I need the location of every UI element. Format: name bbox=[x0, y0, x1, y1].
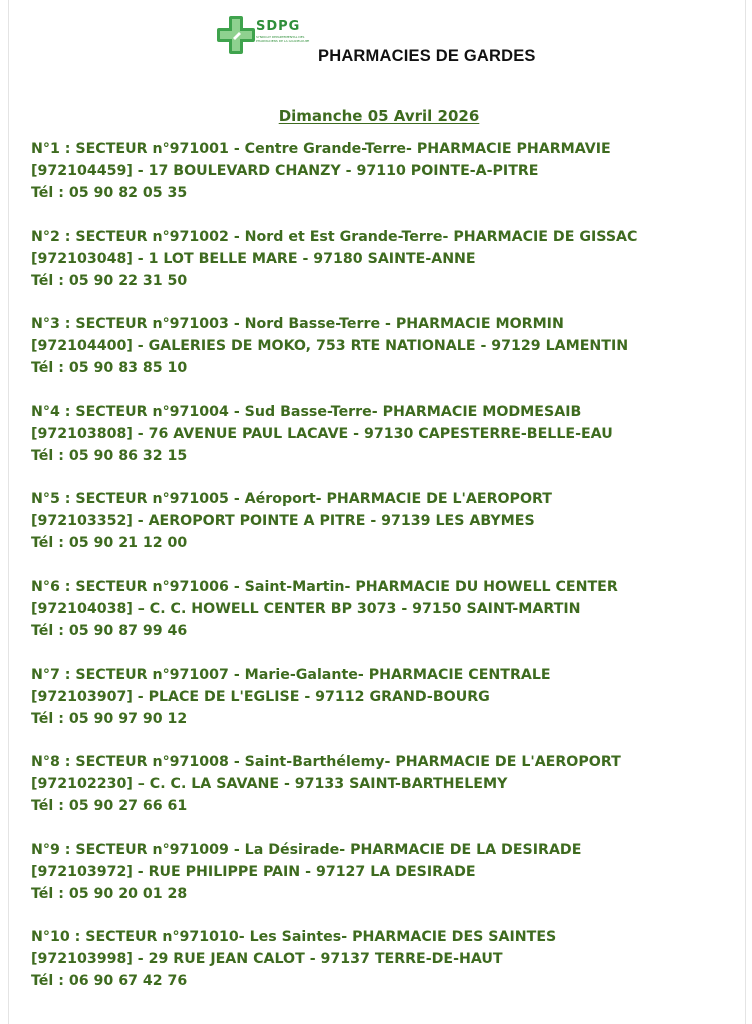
pharmacy-list bbox=[31, 138, 743, 1014]
entry-address-line: [972104459] - 17 BOULEVARD CHANZY - 97110 POINTE-A-PITRE bbox=[31, 163, 539, 179]
entry-phone-line: Tél : 05 90 87 99 46 bbox=[31, 622, 188, 639]
date-text: Dimanche 05 Avril 2026 bbox=[278, 107, 480, 125]
entry-phone-line: Tél : 05 90 20 01 28 bbox=[31, 885, 188, 902]
entry-sector-line: N°10 : SECTEUR n°971010- Les Saintes- PHARMACIE DES SAINTES bbox=[31, 929, 557, 946]
entry-phone-line: Tél : 05 90 86 32 15 bbox=[31, 447, 188, 464]
pharmacy-entry-10 bbox=[31, 926, 743, 1014]
entry-sector-line: N°1 : SECTEUR n°971001 - Centre Grande-Terre- PHARMACIE PHARMAVIE bbox=[31, 141, 611, 157]
date-heading bbox=[0, 106, 752, 125]
entry-phone-line: Tél : 05 90 82 05 35 bbox=[31, 185, 188, 201]
pharmacy-entry-4 bbox=[31, 401, 743, 489]
entry-address-line: [972104400] - GALERIES DE MOKO, 753 RTE NATIONALE - 97129 LAMENTIN bbox=[31, 338, 629, 355]
entry-sector-line: N°2 : SECTEUR n°971002 - Nord et Est Grande-Terre- PHARMACIE DE GISSAC bbox=[31, 228, 638, 245]
entry-address-line: [972103048] - 1 LOT BELLE MARE - 97180 SAINTE-ANNE bbox=[31, 250, 476, 267]
sdpg-logo bbox=[216, 14, 316, 56]
pharmacy-entry-7 bbox=[31, 664, 743, 752]
entry-address-line: [972103808] - 76 AVENUE PAUL LACAVE - 97130 CAPESTERRE-BELLE-EAU bbox=[31, 425, 613, 442]
entry-phone-line: Tél : 06 90 67 42 76 bbox=[31, 973, 188, 990]
entry-address-line: [972103998] - 29 RUE JEAN CALOT - 97137 TERRE-DE-HAUT bbox=[31, 951, 503, 968]
logo-subtext: SYNDICAT DEPARTEMENTAL DES PHARMACIENS DE LA GUADELOUPE bbox=[256, 35, 310, 43]
entry-sector-line: N°9 : SECTEUR n°971009 - La Désirade- PHARMACIE DE LA DESIRADE bbox=[31, 841, 582, 858]
pharmacy-entry-9 bbox=[31, 839, 743, 927]
entry-sector-line: N°6 : SECTEUR n°971006 - Saint-Martin- PHARMACIE DU HOWELL CENTER bbox=[31, 578, 618, 595]
page-right-edge bbox=[745, 0, 746, 1024]
pharmacy-entry-2 bbox=[31, 226, 743, 314]
page-title: PHARMACIES DE GARDES bbox=[318, 47, 536, 65]
entry-phone-line: Tél : 05 90 83 85 10 bbox=[31, 360, 188, 377]
entry-phone-line: Tél : 05 90 27 66 61 bbox=[31, 798, 188, 815]
entry-sector-line: N°5 : SECTEUR n°971005 - Aéroport- PHARMACIE DE L'AEROPORT bbox=[31, 491, 552, 508]
pharmacy-entry-5 bbox=[31, 488, 743, 576]
entry-address-line: [972103972] - RUE PHILIPPE PAIN - 97127 LA DESIRADE bbox=[31, 863, 476, 880]
pharmacy-cross-icon bbox=[216, 14, 256, 56]
entry-sector-line: N°8 : SECTEUR n°971008 - Saint-Barthélemy- PHARMACIE DE L'AEROPORT bbox=[31, 754, 621, 771]
pharmacy-entry-3 bbox=[31, 313, 743, 401]
logo-wordmark: SDPG bbox=[256, 19, 301, 34]
entry-sector-line: N°3 : SECTEUR n°971003 - Nord Basse-Terre - PHARMACIE MORMIN bbox=[31, 316, 564, 333]
entry-sector-line: N°7 : SECTEUR n°971007 - Marie-Galante- PHARMACIE CENTRALE bbox=[31, 666, 551, 683]
entry-address-line: [972102230] – C. C. LA SAVANE - 97133 SAINT-BARTHELEMY bbox=[31, 776, 508, 793]
page-left-edge bbox=[8, 0, 9, 1024]
entry-address-line: [972103907] - PLACE DE L'EGLISE - 97112 GRAND-BOURG bbox=[31, 688, 490, 705]
entry-phone-line: Tél : 05 90 21 12 00 bbox=[31, 535, 188, 552]
pharmacy-entry-6 bbox=[31, 576, 743, 664]
pharmacy-entry-8 bbox=[31, 751, 743, 839]
entry-phone-line: Tél : 05 90 22 31 50 bbox=[31, 272, 188, 289]
entry-address-line: [972104038] – C. C. HOWELL CENTER BP 3073 - 97150 SAINT-MARTIN bbox=[31, 600, 581, 617]
entry-address-line: [972103352] - AEROPORT POINTE A PITRE - 97139 LES ABYMES bbox=[31, 513, 535, 530]
entry-sector-line: N°4 : SECTEUR n°971004 - Sud Basse-Terre- PHARMACIE MODMESAIB bbox=[31, 403, 582, 420]
entry-phone-line: Tél : 05 90 97 90 12 bbox=[31, 710, 188, 727]
pharmacy-entry-1 bbox=[31, 138, 743, 226]
